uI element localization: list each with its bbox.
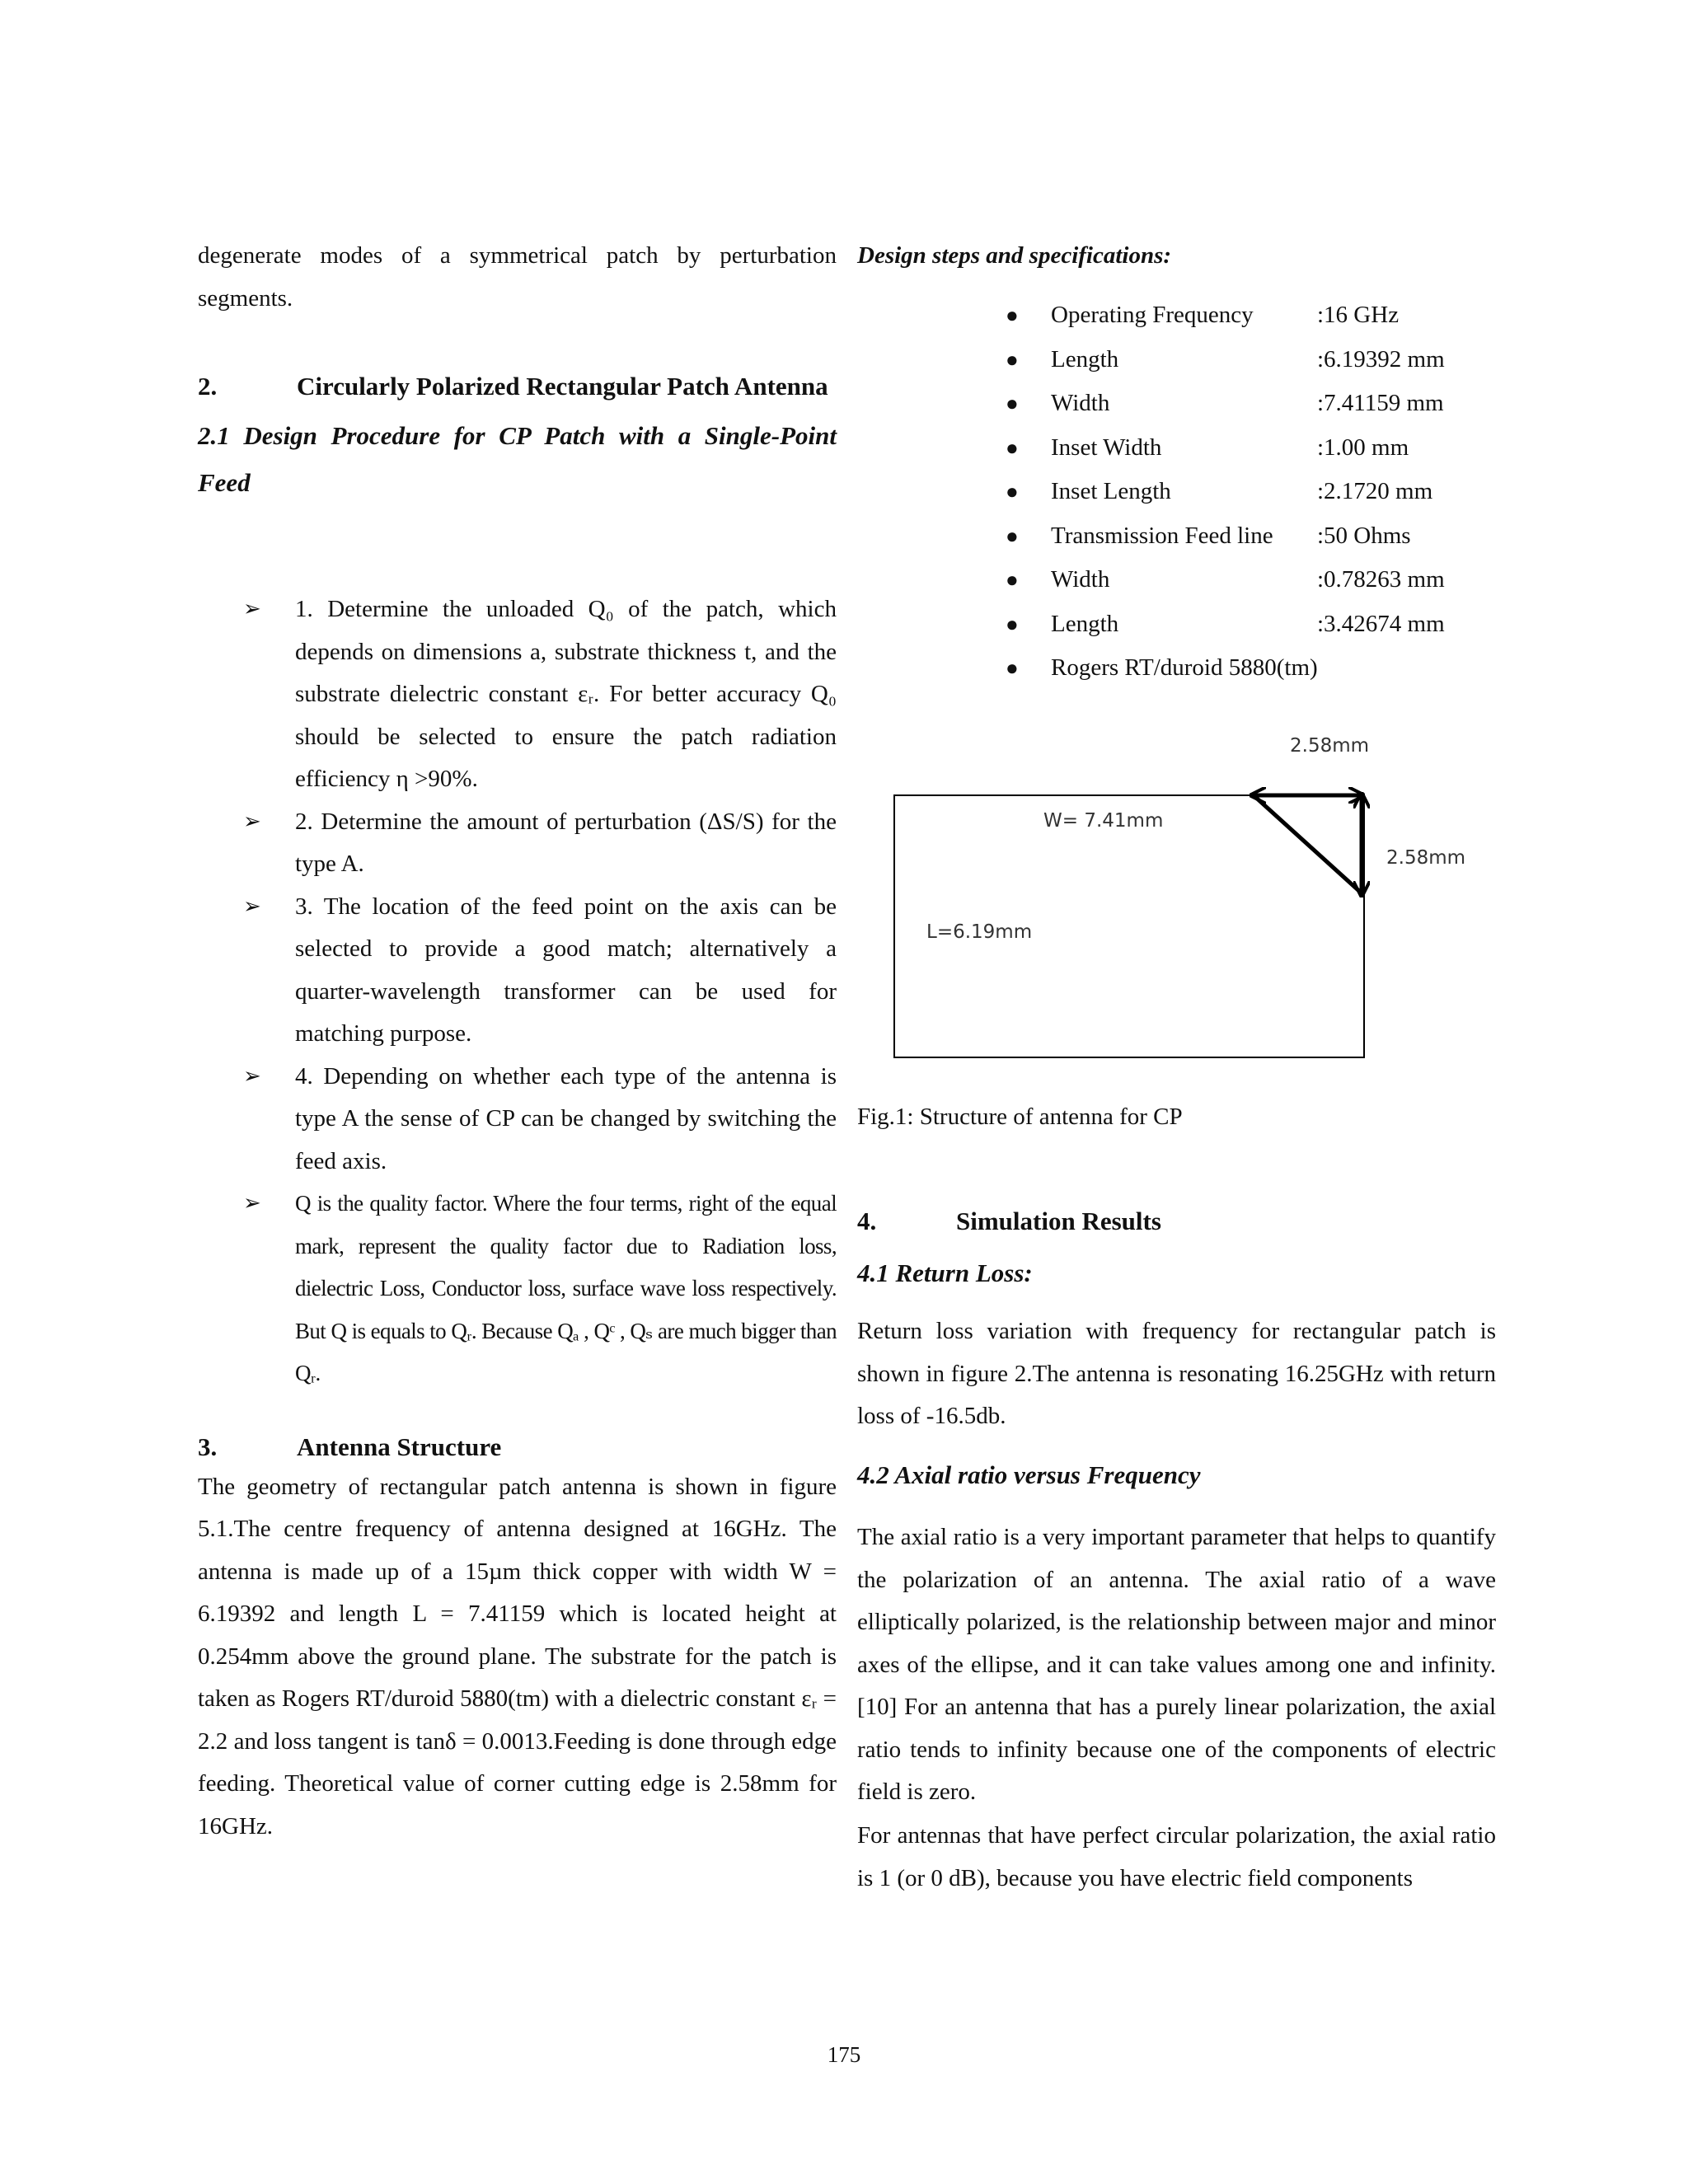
section-4-1-body: Return loss variation with frequency for rectangular patch is shown in figure 2.The antenna is resonating 16.25GHz with return loss of -16.5db. — [857, 1318, 1496, 1429]
section-2-heading — [198, 371, 837, 402]
list-item: ● Width :0.78263 mm — [857, 558, 1496, 602]
section-2-title: Circularly Polarized Rectangular Patch Antenna — [297, 372, 828, 401]
section-3-heading — [198, 1432, 837, 1463]
bullet-icon: ● — [1006, 568, 1019, 592]
arrow-bullet-icon: ➢ — [243, 1191, 261, 1216]
list-item: ➢ 3. The location of the feed point on the axis can be selected to provide a good match; alternatively a quarter-wavelength transformer can be used for matching purpose. — [198, 886, 837, 1056]
section-4-number: 4. — [857, 1207, 877, 1235]
design-specs-heading: Design steps and specifications: — [857, 242, 1172, 269]
width-label: W= 7.41mm — [1043, 810, 1164, 832]
section-4-1-heading: 4.1 Return Loss: — [857, 1258, 1033, 1287]
intro-paragraph: degenerate modes of a symmetrical patch by perturbation segments. — [198, 242, 837, 312]
bullet-icon: ● — [1006, 391, 1019, 415]
section-4-2-body-1: The axial ratio is a very important parameter that helps to quantify the polarization of an antenna. The axial ratio of a wave elliptically polarized, is the relationship between major and minor axes of the ellipse, and it can take values among one and infinity.[10] For an antenna that has a purely linear polarization, the axial ratio tends to infinity because one of the components of electric field is zero. — [857, 1524, 1496, 1805]
arrow-bullet-icon: ➢ — [243, 597, 261, 621]
list-item: ● Operating Frequency :16 GHz — [857, 293, 1496, 338]
section-4-title: Simulation Results — [956, 1207, 1161, 1235]
page-number: 175 — [827, 2042, 861, 2067]
bullet-icon: ● — [1006, 347, 1019, 372]
bullet-icon: ● — [1006, 523, 1019, 548]
antenna-structure-figure — [890, 717, 1484, 1063]
side-cut-label: 2.58mm — [1386, 847, 1466, 869]
list-item: ● Transmission Feed line :50 Ohms — [857, 514, 1496, 559]
length-label: L=6.19mm — [926, 921, 1033, 943]
section-4-2-heading: 4.2 Axial ratio versus Frequency — [857, 1460, 1201, 1489]
list-item: ● Rogers RT/duroid 5880(tm) — [857, 646, 1496, 691]
bullet-icon: ● — [1006, 612, 1019, 636]
bullet-icon: ● — [1006, 656, 1019, 680]
top-cut-label: 2.58mm — [1290, 735, 1370, 757]
bullet-icon: ● — [1006, 303, 1019, 327]
list-item: ➢ Q is the quality factor. Where the four terms, right of the equal mark, represent the quality factor due to Radiation loss, dielectric Loss, Conductor loss, surface wave loss respectively. But Q is equals to Qᵣ. Because Qₐ , Qᶜ , Qₛ are much bigger than Qᵣ. — [198, 1183, 837, 1395]
left-column — [198, 235, 837, 1848]
section-2-1-heading: 2.1 Design Procedure for CP Patch with a Single-Point Feed — [198, 421, 837, 497]
list-item: ● Length :3.42674 mm — [857, 602, 1496, 647]
list-item: ● Length :6.19392 mm — [857, 338, 1496, 382]
bullet-icon: ● — [1006, 435, 1019, 460]
list-item: ● Inset Length :2.1720 mm — [857, 470, 1496, 514]
list-item: ➢ 1. Determine the unloaded Q₀ of the patch, which depends on dimensions a, substrate thickness t, and the substrate dielectric constant εᵣ. For better accuracy Q₀ should be selected to ensure the patch radiation efficiency η >90%. — [198, 588, 837, 801]
section-2-number: 2. — [198, 372, 218, 401]
list-item: ➢ 4. Depending on whether each type of the antenna is type A the sense of CP can be changed by switching the feed axis. — [198, 1056, 837, 1183]
section-3-number: 3. — [198, 1432, 218, 1461]
section-3-body: The geometry of rectangular patch antenna is shown in figure 5.1.The centre frequency of antenna designed at 16GHz. The antenna is made up of a 15µm thick copper with width W = 6.19392 and length L = 7.41159 which is located height at 0.254mm above the ground plane. The substrate for the patch is taken as Rogers RT/duroid 5880(tm) with a dielectric constant εᵣ = 2.2 and loss tangent is tanδ = 0.0013.Feeding is done through edge feeding. Theoretical value of corner cutting edge is 2.58mm for 16GHz. — [198, 1473, 837, 1840]
figure-caption: Fig.1: Structure of antenna for CP — [857, 1104, 1183, 1130]
section-4-2-body-2: For antennas that have perfect circular polarization, the axial ratio is 1 (or 0 dB), because you have electric field components — [857, 1822, 1496, 1891]
design-steps-list — [198, 588, 837, 1395]
arrow-bullet-icon: ➢ — [243, 893, 261, 919]
bullet-icon: ● — [1006, 480, 1019, 504]
list-item: ➢ 2. Determine the amount of perturbation (ΔS/S) for the type A. — [198, 801, 837, 886]
arrow-bullet-icon: ➢ — [243, 1063, 261, 1089]
section-3-title: Antenna Structure — [297, 1432, 502, 1461]
list-item: ● Width :7.41159 mm — [857, 382, 1496, 426]
specifications-list — [857, 293, 1496, 691]
section-4-heading — [857, 1206, 1496, 1237]
arrow-bullet-icon: ➢ — [243, 808, 261, 834]
corner-cut-diagonal — [1255, 797, 1360, 892]
list-item: ● Inset Width :1.00 mm — [857, 426, 1496, 471]
